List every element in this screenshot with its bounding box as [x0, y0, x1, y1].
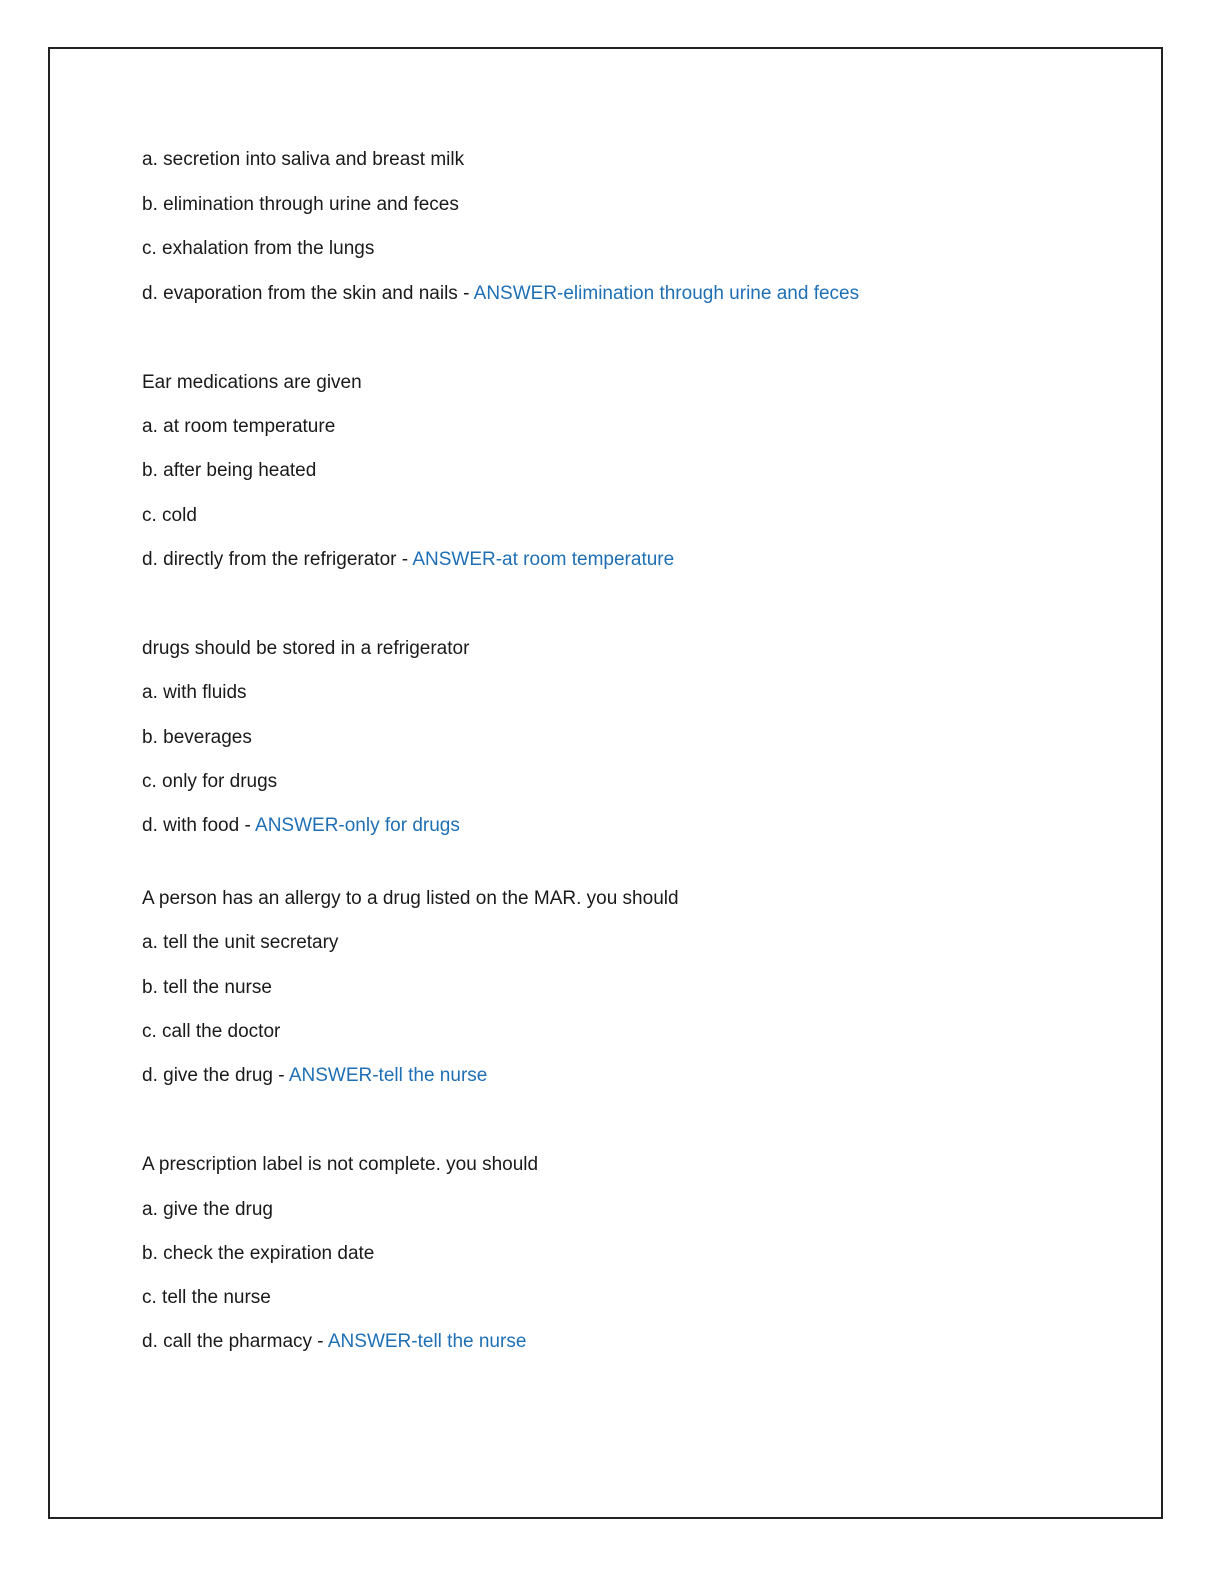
q4-stem: A person has an allergy to a drug listed on the MAR. you should	[142, 888, 679, 909]
q4-answer: ANSWER-tell the nurse	[288, 1065, 488, 1086]
q2-answer: ANSWER-at room temperature	[412, 549, 675, 570]
q3-answer: ANSWER-only for drugs	[255, 815, 460, 836]
q1-option-d-line	[142, 282, 859, 306]
q2-option-a: a. at room temperature	[142, 416, 336, 437]
q4-option-c: c. call the doctor	[142, 1021, 281, 1042]
q3-option-d-line	[142, 814, 460, 838]
q4-option-d-line	[142, 1064, 487, 1088]
q5-option-d: d. call the pharmacy -	[142, 1331, 328, 1352]
q4-option-a: a. tell the unit secretary	[142, 932, 339, 953]
q2-option-b: b. after being heated	[142, 460, 317, 481]
q1-option-d: d. evaporation from the skin and nails -	[142, 283, 474, 304]
q1-option-a: a. secretion into saliva and breast milk	[142, 149, 465, 170]
q3-option-c: c. only for drugs	[142, 771, 278, 792]
q2-option-c: c. cold	[142, 505, 197, 526]
q4-option-d: d. give the drug -	[142, 1065, 289, 1086]
q5-stem: A prescription label is not complete. you should	[142, 1154, 539, 1175]
q1-answer: ANSWER-elimination through urine and feces	[473, 283, 860, 304]
q2-option-d-line	[142, 548, 674, 572]
q1-option-b: b. elimination through urine and feces	[142, 194, 459, 215]
q2-option-d: d. directly from the refrigerator -	[142, 549, 413, 570]
q5-option-b: b. check the expiration date	[142, 1243, 375, 1264]
q5-option-d-line	[142, 1330, 526, 1354]
q3-stem: drugs should be stored in a refrigerator	[142, 638, 470, 659]
q5-option-c: c. tell the nurse	[142, 1287, 271, 1308]
q3-option-a: a. with fluids	[142, 682, 247, 703]
q5-answer: ANSWER-tell the nurse	[327, 1331, 527, 1352]
q3-option-d: d. with food -	[142, 815, 256, 836]
q3-option-b: b. beverages	[142, 727, 252, 748]
q5-option-a: a. give the drug	[142, 1199, 273, 1220]
q4-option-b: b. tell the nurse	[142, 977, 272, 998]
q1-option-c: c. exhalation from the lungs	[142, 238, 375, 259]
q2-stem: Ear medications are given	[142, 372, 362, 393]
